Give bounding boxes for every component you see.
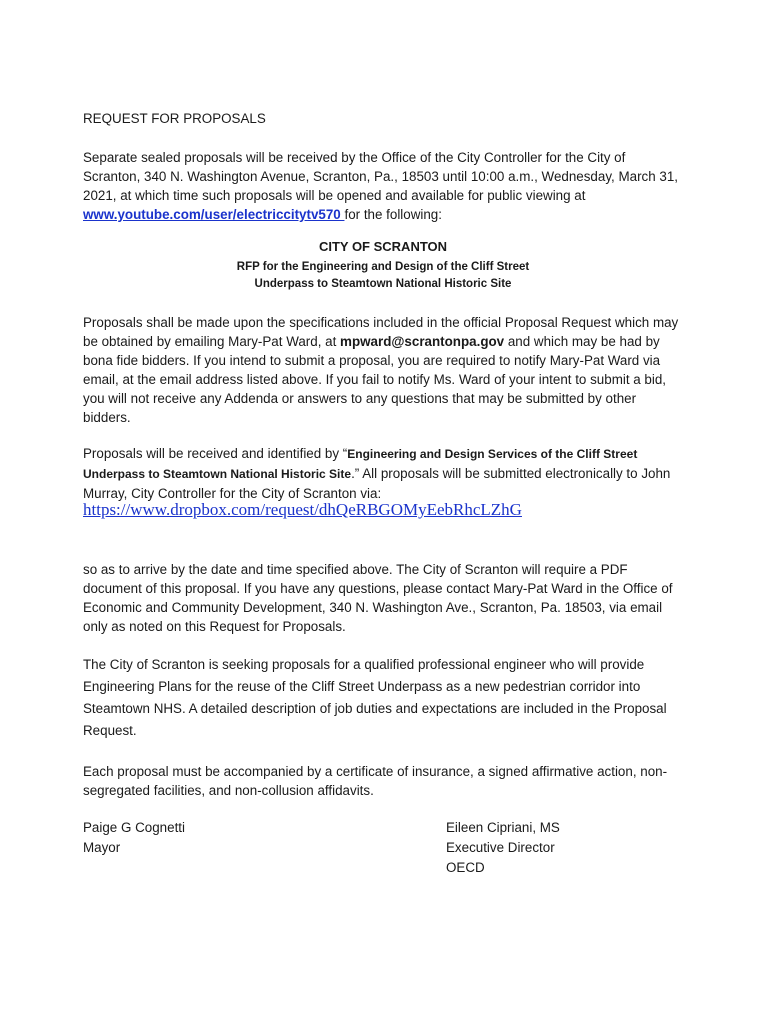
received-text-after: .” All proposals will be submitted electronically to John Murray, City Controller for the City of Scranton via: xyxy=(83,466,671,501)
specs-text-after: and which may be had by bona fide bidders. If you intend to submit a proposal, you are required to notify Mary-Pat Ward via email, at the email address listed above. If you fail to notify Ms. Ward of your intent to submit a bid, you will not receive any Addenda or answers to any questions that may be submitted by other bidders. xyxy=(83,334,667,425)
specifications-paragraph xyxy=(83,313,683,427)
received-paragraph xyxy=(83,444,683,503)
rfp-title xyxy=(83,259,683,293)
signatory-name: Paige G Cognetti xyxy=(83,820,185,835)
proposal-identifier: Engineering and Design Services of the Cliff Street Underpass to Steamtown National Historic Site xyxy=(83,447,638,481)
rfp-title-line2: Underpass to Steamtown National Historic Site xyxy=(254,278,512,290)
document-heading: REQUEST FOR PROPOSALS xyxy=(83,111,266,126)
specs-text: Proposals shall be made upon the specifications included in the official Proposal Request which may be obtained by emailing Mary-Pat Ward, at xyxy=(83,315,679,349)
youtube-link[interactable]: www.youtube.com/user/electriccitytv570 xyxy=(83,207,345,222)
seeking-paragraph: The City of Scranton is seeking proposals for a qualified professional engineer who will provide Engineering Plans for the reuse of the Cliff Street Underpass as a new pedestrian corridor into Steamtown NHS. A detailed description of job duties and expectations are included in the Proposal Request. xyxy=(83,657,667,738)
contact-email: mpward@scrantonpa.gov xyxy=(340,334,505,349)
intro-text-after: for the following: xyxy=(344,207,442,222)
rfp-title-line1: RFP for the Engineering and Design of the Cliff Street xyxy=(236,261,530,273)
signatory-title: Executive Director xyxy=(446,840,555,855)
signature-mayor xyxy=(83,818,185,858)
signatory-title: Mayor xyxy=(83,840,121,855)
intro-paragraph xyxy=(83,148,683,224)
intro-text: Separate sealed proposals will be received by the Office of the City Controller for the City of Scranton, 340 N. Washington Avenue, Scranton, Pa., 18503 until 10:00 a.m., Wednesday, March 31, 2021, at which time such proposals will be opened and available for public viewing at xyxy=(83,150,679,203)
arrival-paragraph: so as to arrive by the date and time specified above. The City of Scranton will require a PDF document of this proposal. If you have any questions, please contact Mary-Pat Ward in the Office of Economic and Community Development, 340 N. Washington Ave., Scranton, Pa. 18503, via email only as noted on this Request for Proposals. xyxy=(83,562,673,634)
city-title: CITY OF SCRANTON xyxy=(318,239,448,254)
insurance-paragraph: Each proposal must be accompanied by a certificate of insurance, a signed affirmative action, non-segregated facilities, and non-collusion affidavits. xyxy=(83,764,668,798)
received-text: Proposals will be received and identified by “ xyxy=(83,446,348,461)
signatory-name: Eileen Cipriani, MS xyxy=(446,820,560,835)
signature-director xyxy=(446,818,560,878)
dropbox-link[interactable]: https://www.dropbox.com/request/dhQeRBGOMyEebRhcLZhG xyxy=(83,500,522,519)
signatory-org: OECD xyxy=(446,860,485,875)
